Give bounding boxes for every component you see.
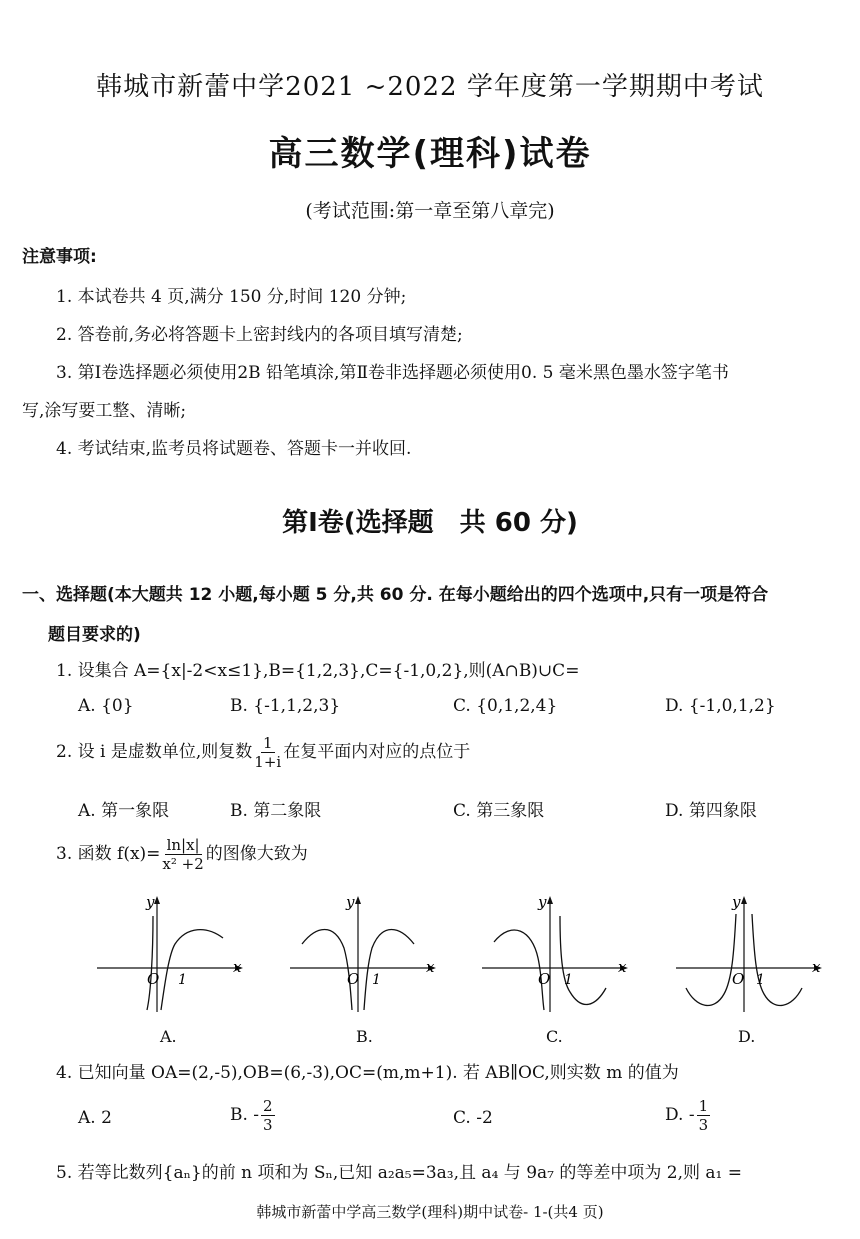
svg-text:y: y <box>346 893 355 911</box>
notice-item-4: 4. 考试结束,监考员将试题卷、答题卡一并收回. <box>56 439 412 459</box>
fraction-denominator: 3 <box>698 1116 709 1134</box>
question-3-stem-post: 的图像大致为 <box>205 844 308 864</box>
question-1-stem: 1. 设集合 A={x|-2<x≤1},B={1,2,3},C={-1,0,2},则(A∩B)∪C= <box>56 661 580 681</box>
graph-b-label: B. <box>356 1027 373 1046</box>
question-4-option-c: C. -2 <box>453 1108 493 1128</box>
svg-text:O: O <box>732 970 745 988</box>
option-d-fraction <box>697 1097 711 1134</box>
option-b-fraction <box>261 1097 275 1134</box>
question-1-option-d: D. {-1,0,1,2} <box>665 696 776 716</box>
fraction-numerator: ln|x| <box>166 836 200 854</box>
question-2-stem <box>56 734 470 771</box>
graph-option-c <box>480 892 630 1017</box>
question-4-option-a: A. 2 <box>78 1108 112 1128</box>
svg-text:1: 1 <box>756 972 765 988</box>
question-3-stem <box>56 836 308 873</box>
svg-text:1: 1 <box>178 972 187 988</box>
fraction-numerator: 2 <box>263 1097 273 1115</box>
notice-item-3-continued: 写,涂写要工整、清晰; <box>22 401 187 421</box>
question-1-option-a: A. {0} <box>78 696 134 716</box>
question-2-option-c: C. 第三象限 <box>453 801 545 821</box>
fraction-denominator: x² +2 <box>162 855 204 873</box>
svg-text:O: O <box>347 970 360 988</box>
svg-text:y: y <box>538 893 547 911</box>
question-4-stem: 4. 已知向量 OA=(2,-5),OB=(6,-3),OC=(m,m+1). 若 AB∥OC,则实数 m 的值为 <box>56 1063 679 1083</box>
svg-text:y: y <box>146 893 155 911</box>
graph-option-a <box>95 892 245 1017</box>
question-2-option-d: D. 第四象限 <box>665 801 757 821</box>
graph-a-label: A. <box>160 1027 177 1046</box>
fraction-denominator: 1+i <box>254 753 282 771</box>
question-1-option-b: B. {-1,1,2,3} <box>230 696 341 716</box>
question-5-stem: 5. 若等比数列{aₙ}的前 n 项和为 Sₙ,已知 a₂a₅=3a₃,且 a₄ 与 9a₇ 的等差中项为 2,则 a₁ = <box>56 1163 742 1183</box>
section-instructions-cont: 题目要求的) <box>48 625 141 645</box>
svg-text:1: 1 <box>372 972 381 988</box>
fraction-numerator: 1 <box>262 734 273 752</box>
svg-text:x: x <box>426 958 435 976</box>
question-2-option-b: B. 第二象限 <box>230 801 322 821</box>
svg-text:O: O <box>147 970 160 988</box>
notice-item-2: 2. 答卷前,务必将答题卡上密封线内的各项目填写清楚; <box>56 325 463 345</box>
paper-title: 高三数学(理科)试卷 <box>268 134 592 174</box>
question-4-option-d <box>665 1097 712 1134</box>
question-2-stem-pre: 2. 设 i 是虚数单位,则复数 <box>56 742 253 762</box>
graph-d-label: D. <box>738 1027 756 1046</box>
option-b-prefix: B. - <box>230 1105 260 1125</box>
question-3-stem-pre: 3. 函数 f(x)= <box>56 844 161 864</box>
graph-c-label: C. <box>546 1027 563 1046</box>
question-4-option-b <box>230 1097 277 1134</box>
question-1-option-c: C. {0,1,2,4} <box>453 696 558 716</box>
fraction-denominator: 3 <box>263 1116 273 1134</box>
question-3-fraction <box>162 836 203 873</box>
notice-item-3: 3. 第Ⅰ卷选择题必须使用2B 铅笔填涂,第Ⅱ卷非选择题必须使用0. 5 毫米黑色墨水签字笔书 <box>56 363 729 383</box>
svg-text:x: x <box>233 958 242 976</box>
exam-scope: (考试范围:第一章至第八章完) <box>305 200 555 222</box>
svg-text:x: x <box>812 958 821 976</box>
svg-text:1: 1 <box>564 972 573 988</box>
notice-item-1: 1. 本试卷共 4 页,满分 150 分,时间 120 分钟; <box>56 287 407 307</box>
question-2-fraction <box>254 734 281 771</box>
page-footer: 韩城市新蕾中学高三数学(理科)期中试卷- 1-(共4 页) <box>256 1203 604 1221</box>
fraction-numerator: 1 <box>698 1097 709 1115</box>
svg-text:y: y <box>732 893 741 911</box>
section-instructions: 一、选择题(本大题共 12 小题,每小题 5 分,共 60 分. 在每小题给出的四个选项中,只有一项是符合 <box>22 585 769 605</box>
svg-text:O: O <box>538 970 551 988</box>
svg-text:x: x <box>618 958 627 976</box>
exam-header: 韩城市新蕾中学2021 ~2022 学年度第一学期期中考试 <box>96 72 764 102</box>
notice-heading: 注意事项: <box>22 247 97 267</box>
part-title: 第Ⅰ卷(选择题 共 60 分) <box>282 508 578 538</box>
graph-option-b <box>288 892 438 1017</box>
question-2-option-a: A. 第一象限 <box>78 801 170 821</box>
graph-option-d <box>674 892 824 1017</box>
option-d-prefix: D. - <box>665 1105 695 1125</box>
question-2-stem-post: 在复平面内对应的点位于 <box>283 742 471 762</box>
